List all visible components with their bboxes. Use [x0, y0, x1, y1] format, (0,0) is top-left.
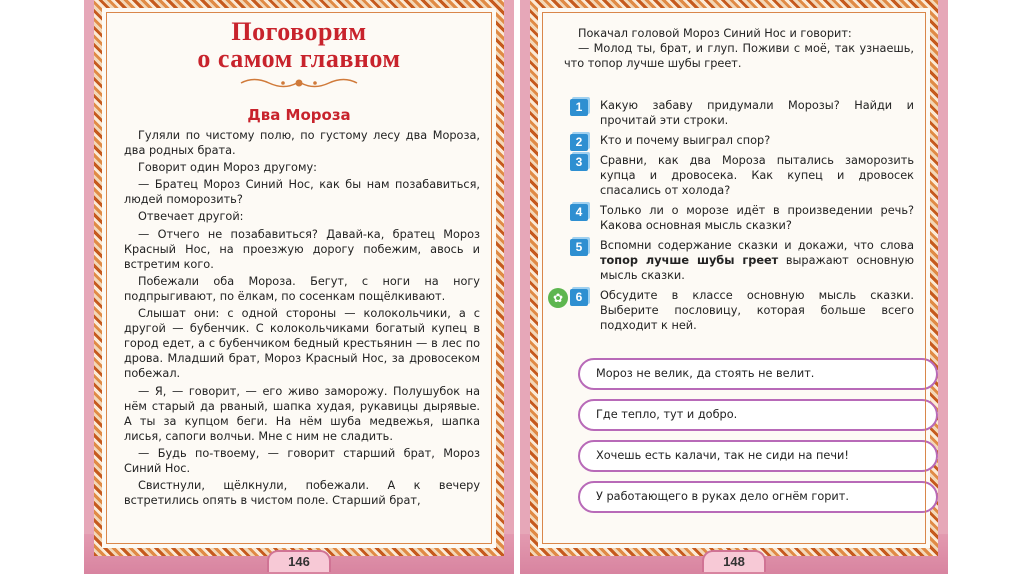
question-text: Обсудите в классе основную мысль сказки. Выберите пословицу, которая больше всего подходит к ней. — [600, 289, 914, 332]
page-number: 148 — [702, 550, 766, 572]
story-text — [124, 128, 480, 510]
section-title-line-2: о самом главном — [197, 44, 401, 73]
left-page — [84, 0, 514, 574]
question-number-badge: 2 — [570, 134, 588, 151]
question-text: Сравни, как два Мороза пытались заморозить купца и дровосека. Как купец и дровосек спасались от холода? — [600, 154, 914, 197]
ornamental-frame — [94, 0, 504, 556]
proverb-option[interactable]: Где тепло, тут и добро. — [578, 399, 938, 431]
story-paragraph: — Молод ты, брат, и глуп. Поживи с моё, так узнаешь, что топор лучше шубы греет. — [564, 42, 914, 71]
story-paragraph: Покачал головой Мороз Синий Нос и говорит: — [578, 27, 852, 40]
story-paragraph: — Я, — говорит, — его живо заморожу. Полушубок на нём старый да рваный, шапка худая, рукавицы дырявые. А ты за купцом беги. На нём шуба медвежья, шапка лисья, сапоги волчьи. Мне с ним не сладить. — [124, 384, 480, 443]
question-text-end: выражают основную мысль сказки. — [600, 254, 914, 282]
proverbs-list — [578, 358, 938, 522]
question-number-badge: 4 — [570, 204, 588, 221]
story-paragraph: Свистнули, щёлкнули, побежали. А к вечеру встретились опять в чистом поле. Старший брат, — [124, 479, 480, 508]
question-number-badge: 1 — [570, 99, 588, 116]
proverb-option[interactable]: У работающего в руках дело огнём горит. — [578, 481, 938, 513]
story-paragraph: Гуляли по чистому полю, по густому лесу два Мороза, два родных брата. — [124, 129, 480, 158]
proverb-option[interactable]: Мороз не велик, да стоять не велит. — [578, 358, 938, 390]
question-number-badge: 3 — [570, 154, 588, 171]
story-title: Два Мороза — [247, 106, 351, 124]
story-paragraph: Побежали оба Мороза. Бегут, с ноги на ногу подпрыгивают, по ёлкам, по сосенкам пощёлкивают. — [124, 274, 480, 303]
question-item — [564, 133, 914, 148]
section-title — [102, 18, 496, 90]
question-item — [564, 238, 914, 283]
question-number-badge: 6 — [570, 289, 588, 306]
page-number: 146 — [267, 550, 331, 572]
story-paragraph: — Братец Мороз Синий Нос, как бы нам позабавиться, людей поморозить? — [124, 178, 480, 207]
question-text: Кто и почему выиграл спор? — [600, 134, 771, 147]
question-text: Только ли о морозе идёт в произведении речь? Какова основная мысль сказки? — [600, 204, 914, 232]
question-text-start: Вспомни содержание сказки и докажи, что слова — [600, 239, 914, 252]
question-item — [552, 288, 914, 333]
group-work-icon: ✿ — [548, 288, 568, 308]
proverb-option[interactable]: Хочешь есть калачи, так не сиди на печи! — [578, 440, 938, 472]
question-item — [564, 153, 914, 198]
question-item — [564, 98, 914, 128]
question-item — [564, 203, 914, 233]
story-ending — [564, 26, 914, 71]
ornamental-frame — [530, 0, 938, 556]
ornament-divider-icon — [239, 76, 359, 90]
right-page — [520, 0, 948, 574]
story-paragraph: — Отчего не позабавиться? Давай-ка, братец Мороз Красный Нос, на проезжую дорогу побежим, авось и встретим кого. — [124, 227, 480, 271]
section-title-line-1: Поговорим — [231, 17, 367, 46]
questions-list — [552, 98, 914, 338]
story-paragraph: Говорит один Мороз другому: — [138, 161, 317, 175]
story-paragraph: Слышат они: с одной стороны — колокольчики, а с другой — бубенчик. С колокольчиками богатый купец в город едет, а с бубенчиком бедный крестьянин — в лес по дрова. Младший брат, Мороз Красный Нос, за дровосеком побежал. — [124, 307, 480, 381]
question-number-badge: 5 — [570, 239, 588, 256]
story-paragraph: Отвечает другой: — [138, 210, 244, 224]
story-paragraph: — Будь по-твоему, — говорит старший брат, Мороз Синий Нос. — [124, 446, 480, 475]
question-text: Какую забаву придумали Морозы? Найди и прочитай эти строки. — [600, 99, 914, 127]
question-key-phrase: топор лучше шубы греет — [600, 254, 779, 267]
